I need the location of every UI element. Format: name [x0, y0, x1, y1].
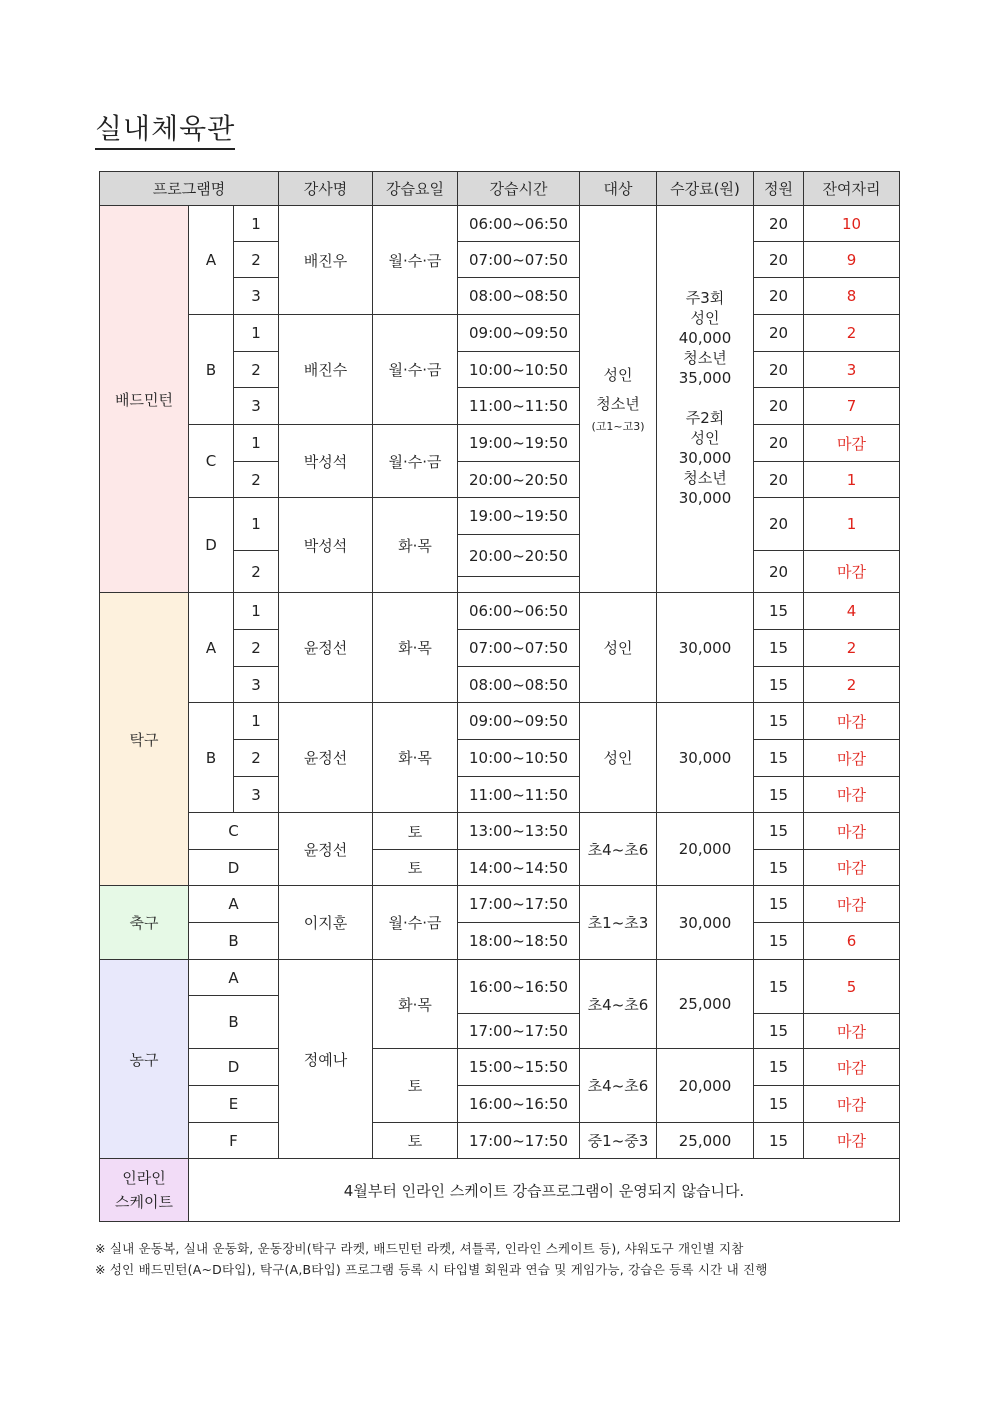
remaining-cell: 9 [804, 242, 900, 278]
row-number: 1 [234, 593, 279, 630]
row-number: 1 [234, 206, 279, 242]
days-cell: 화·목 [373, 498, 458, 593]
remaining-cell: 마감 [804, 850, 900, 886]
table-row [100, 1086, 900, 1123]
capacity-cell: 20 [754, 498, 804, 551]
header-days: 강습요일 [373, 172, 458, 206]
time-cell: 11:00~11:50 [458, 777, 580, 813]
type-cell: B [189, 923, 279, 960]
days-cell: 토 [373, 1123, 458, 1159]
table-row [100, 315, 900, 352]
row-number: 1 [234, 315, 279, 352]
table-row [100, 850, 900, 886]
table-row [100, 425, 900, 462]
time-cell: 13:00~13:50 [458, 813, 580, 850]
schedule-table [99, 171, 900, 1222]
capacity-cell: 15 [754, 850, 804, 886]
table-row [100, 886, 900, 923]
row-number: 2 [234, 352, 279, 388]
capacity-cell: 15 [754, 886, 804, 923]
capacity-cell: 15 [754, 740, 804, 777]
table-row [100, 206, 900, 242]
program-name: 축구 [100, 886, 189, 960]
header-remaining: 잔여자리 [804, 172, 900, 206]
table-row [100, 813, 900, 850]
remaining-cell: 마감 [804, 1086, 900, 1123]
program-name: 농구 [100, 960, 189, 1159]
type-cell: C [189, 813, 279, 850]
capacity-cell: 20 [754, 206, 804, 242]
table-row [100, 593, 900, 630]
remaining-cell: 마감 [804, 425, 900, 462]
target-cell: 중1~중3 [580, 1123, 657, 1159]
type-cell: C [189, 425, 234, 498]
fee-line: 40,000 [678, 329, 732, 347]
type-cell: D [189, 1049, 279, 1086]
time-cell: 18:00~18:50 [458, 923, 580, 960]
fee-cell: 25,000 [657, 1123, 754, 1159]
teacher-cell: 이지훈 [279, 886, 373, 960]
teacher-cell: 윤정선 [279, 593, 373, 703]
program-name [100, 1159, 189, 1222]
capacity-cell: 15 [754, 813, 804, 850]
days-cell: 토 [373, 850, 458, 886]
table-row [100, 1049, 900, 1086]
time-cell: 11:00~11:50 [458, 388, 580, 425]
row-number: 1 [234, 425, 279, 462]
fee-line: 성인 [690, 429, 720, 447]
remaining-cell: 마감 [804, 1049, 900, 1086]
capacity-cell: 20 [754, 315, 804, 352]
fee-line: 청소년 [683, 469, 727, 487]
capacity-cell: 15 [754, 777, 804, 813]
table-row [100, 923, 900, 960]
header-teacher: 강사명 [279, 172, 373, 206]
inline-name-line1: 인라인 [122, 1169, 166, 1187]
page-title: 실내체육관 [95, 112, 235, 150]
remaining-cell: 4 [804, 593, 900, 630]
fee-line: 35,000 [678, 369, 732, 387]
remaining-cell: 2 [804, 630, 900, 667]
fee-cell: 25,000 [657, 960, 754, 1049]
remaining-cell: 1 [804, 462, 900, 498]
table-row [100, 703, 900, 740]
fee-line: 성인 [690, 309, 720, 327]
remaining-cell: 마감 [804, 777, 900, 813]
type-cell: B [189, 996, 279, 1049]
target-note: (고1~고3) [591, 420, 645, 433]
row-number: 3 [234, 278, 279, 315]
inline-name-line2: 스케이트 [115, 1193, 173, 1211]
fee-line: 주3회 [685, 289, 725, 307]
remaining-cell: 3 [804, 352, 900, 388]
time-cell: 08:00~08:50 [458, 667, 580, 703]
capacity-cell: 15 [754, 667, 804, 703]
capacity-cell: 20 [754, 551, 804, 593]
fee-cell: 30,000 [657, 703, 754, 813]
time-cell: 06:00~06:50 [458, 593, 580, 630]
teacher-cell: 배진우 [279, 206, 373, 315]
target-cell: 성인 [580, 703, 657, 813]
capacity-cell: 20 [754, 278, 804, 315]
fee-cell: 30,000 [657, 886, 754, 960]
time-cell: 10:00~10:50 [458, 352, 580, 388]
capacity-cell: 20 [754, 242, 804, 278]
time-cell: 06:00~06:50 [458, 206, 580, 242]
remaining-cell: 2 [804, 667, 900, 703]
type-cell: E [189, 1086, 279, 1123]
time-cell: 15:00~15:50 [458, 1049, 580, 1086]
days-cell: 화·목 [373, 593, 458, 703]
time-cell: 17:00~17:50 [458, 886, 580, 923]
type-cell: A [189, 960, 279, 996]
days-cell: 월·수·금 [373, 425, 458, 498]
remaining-cell: 2 [804, 315, 900, 352]
row-number: 3 [234, 388, 279, 425]
capacity-cell: 20 [754, 388, 804, 425]
teacher-cell: 박성석 [279, 425, 373, 498]
remaining-cell: 마감 [804, 813, 900, 850]
row-number: 2 [234, 630, 279, 667]
footnote-line: ※ 성인 배드민턴(A~D타입), 탁구(A,B타입) 프로그램 등록 시 타입별 회원과 연습 및 게임가능, 강습은 등록 시간 내 진행 [95, 1262, 768, 1277]
fee-cell [657, 206, 754, 593]
row-number: 2 [234, 740, 279, 777]
row-number: 2 [234, 462, 279, 498]
time-cell: 09:00~09:50 [458, 703, 580, 740]
program-name: 탁구 [100, 593, 189, 886]
time-cell: 09:00~09:50 [458, 315, 580, 352]
type-cell: B [189, 703, 234, 813]
days-cell: 월·수·금 [373, 315, 458, 425]
type-cell: B [189, 315, 234, 425]
type-cell: A [189, 886, 279, 923]
row-number: 2 [234, 551, 279, 593]
type-cell: A [189, 593, 234, 703]
remaining-cell: 6 [804, 923, 900, 960]
teacher-cell: 박성석 [279, 498, 373, 593]
time-cell: 16:00~16:50 [458, 1086, 580, 1123]
target-cell: 초4~초6 [580, 1049, 657, 1123]
remaining-cell: 마감 [804, 1014, 900, 1049]
capacity-cell: 20 [754, 425, 804, 462]
time-cell: 07:00~07:50 [458, 242, 580, 278]
fee-cell: 20,000 [657, 1049, 754, 1123]
fee-line: 주2회 [685, 409, 725, 427]
capacity-cell: 15 [754, 593, 804, 630]
inline-notice: 4월부터 인라인 스케이트 강습프로그램이 운영되지 않습니다. [189, 1159, 900, 1222]
time-cell: 14:00~14:50 [458, 850, 580, 886]
teacher-cell: 윤정선 [279, 703, 373, 813]
header-program: 프로그램명 [100, 172, 279, 206]
type-cell: D [189, 498, 234, 593]
target-cell: 초4~초6 [580, 813, 657, 886]
time-cell: 17:00~17:50 [458, 1014, 580, 1049]
time-cell: 16:00~16:50 [458, 960, 580, 1014]
capacity-cell: 15 [754, 1014, 804, 1049]
days-cell: 월·수·금 [373, 886, 458, 960]
time-cell: 19:00~19:50 [458, 498, 580, 535]
target-youth: 청소년 [596, 395, 640, 413]
header-target: 대상 [580, 172, 657, 206]
row-number: 1 [234, 703, 279, 740]
days-cell: 화·목 [373, 703, 458, 813]
teacher-cell: 윤정선 [279, 813, 373, 886]
time-cell: 07:00~07:50 [458, 630, 580, 667]
remaining-cell: 1 [804, 498, 900, 551]
footnote-line: ※ 실내 운동복, 실내 운동화, 운동장비(탁구 라켓, 배드민턴 라켓, 셔틀콕, 인라인 스케이트 등), 샤워도구 개인별 지참 [95, 1241, 744, 1256]
capacity-cell: 15 [754, 1123, 804, 1159]
target-adult: 성인 [603, 366, 633, 384]
table-row [100, 960, 900, 996]
remaining-cell: 마감 [804, 740, 900, 777]
type-cell: D [189, 850, 279, 886]
remaining-cell: 마감 [804, 886, 900, 923]
remaining-cell: 8 [804, 278, 900, 315]
capacity-cell: 20 [754, 462, 804, 498]
table-row [100, 498, 900, 535]
time-cell: 08:00~08:50 [458, 278, 580, 315]
row-number: 1 [234, 498, 279, 551]
remaining-cell: 5 [804, 960, 900, 1014]
days-cell: 토 [373, 813, 458, 850]
target-cell: 초1~초3 [580, 886, 657, 960]
capacity-cell: 15 [754, 630, 804, 667]
fee-line: 30,000 [678, 489, 732, 507]
capacity-cell: 15 [754, 923, 804, 960]
capacity-cell: 15 [754, 1086, 804, 1123]
header-fee: 수강료(원) [657, 172, 754, 206]
fee-line: 청소년 [683, 349, 727, 367]
target-cell: 성인 [580, 593, 657, 703]
days-cell: 화·목 [373, 960, 458, 1049]
table-row [100, 1123, 900, 1159]
program-name: 배드민턴 [100, 206, 189, 593]
target-cell: 초4~초6 [580, 960, 657, 1049]
header-row [100, 172, 900, 206]
remaining-cell: 7 [804, 388, 900, 425]
footnotes [95, 1238, 768, 1280]
fee-cell: 30,000 [657, 593, 754, 703]
capacity-cell: 15 [754, 960, 804, 1014]
fee-spacer [657, 388, 753, 408]
remaining-cell: 마감 [804, 1123, 900, 1159]
time-cell: 10:00~10:50 [458, 740, 580, 777]
target-cell [580, 206, 657, 593]
capacity-cell: 15 [754, 703, 804, 740]
remaining-cell: 마감 [804, 551, 900, 593]
row-number: 3 [234, 777, 279, 813]
time-cell: 20:00~20:50 [458, 535, 580, 577]
capacity-cell: 20 [754, 352, 804, 388]
days-cell: 토 [373, 1049, 458, 1123]
teacher-cell: 정예나 [279, 960, 373, 1159]
time-cell: 19:00~19:50 [458, 425, 580, 462]
remaining-cell: 마감 [804, 703, 900, 740]
days-cell: 월·수·금 [373, 206, 458, 315]
row-number: 3 [234, 667, 279, 703]
remaining-cell: 10 [804, 206, 900, 242]
time-cell: 20:00~20:50 [458, 462, 580, 498]
row-number: 2 [234, 242, 279, 278]
type-cell: A [189, 206, 234, 315]
teacher-cell: 배진수 [279, 315, 373, 425]
fee-line: 30,000 [678, 449, 732, 467]
header-capacity: 정원 [754, 172, 804, 206]
capacity-cell: 15 [754, 1049, 804, 1086]
time-cell: 17:00~17:50 [458, 1123, 580, 1159]
type-cell: F [189, 1123, 279, 1159]
fee-cell: 20,000 [657, 813, 754, 886]
table-row [100, 1159, 900, 1222]
header-time: 강습시간 [458, 172, 580, 206]
